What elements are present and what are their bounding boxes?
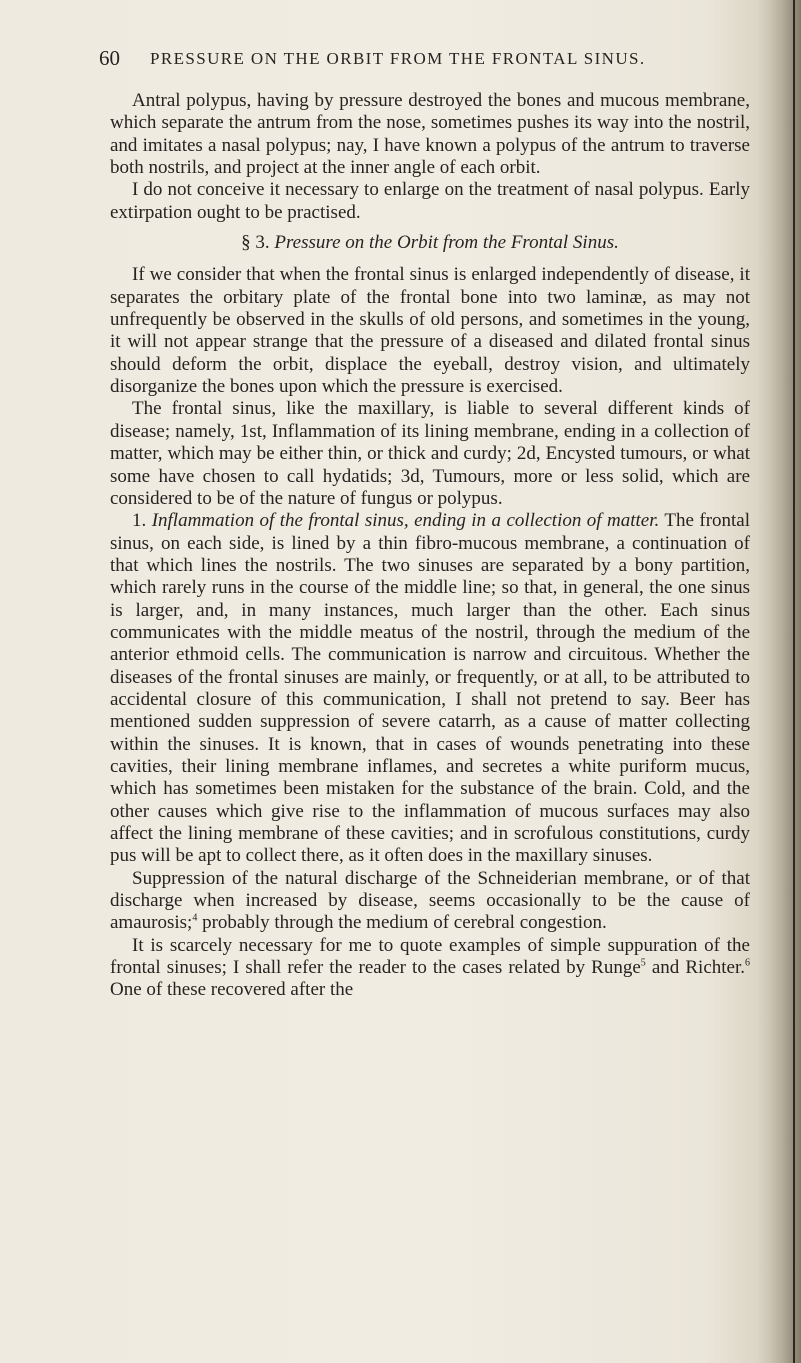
- section-title: Pressure on the Orbit from the Frontal Sinus.: [274, 232, 619, 254]
- page-number: 60: [99, 46, 120, 70]
- paragraph: [110, 935, 750, 1002]
- paragraph-text: It is scarcely necessary for me to quote examples of simple suppuration of the frontal sinuses; I shall refer the reader to the cases related by Runge: [110, 934, 750, 979]
- numbered-paragraph: [110, 510, 750, 868]
- paragraph: Antral polypus, having by pressure destroyed the bones and mucous membrane, which separate the antrum from the nose, sometimes pushes its way into the nostril, and imitates a nasal polypus; nay, I have known a polypus of the antrum to traverse both nostrils, and project at the inner angle of each orbit.: [110, 90, 750, 179]
- page-edge-line: [793, 0, 795, 1363]
- paragraph-text: and Richter.: [645, 957, 746, 979]
- item-text: The frontal sinus, on each side, is lined by a thin fibro-mucous membrane, a continuation of that which lines the nostrils. The two sinuses are separated by a bony partition, which rarely runs in the course of the middle line; so that, in general, the one sinus is larger, and, in many instances, much larger than the other. Each sinus communicates with the middle meatus of the nostril, through the medium of the anterior ethmoid cells. The communication is narrow and circuitous. Whether the diseases of the frontal sinuses are mainly, or frequently, or at all, to be attributed to accidental closure of this communication, I shall not pretend to say. Beer has mentioned sudden suppression of severe catarrh, as a cause of matter collecting within the sinuses. It is known, that in cases of wounds penetrating into these cavities, their lining membrane inflames, and secretes a white puriform mucus, which has sometimes been mistaken for the substance of the brain. Cold, and the other causes which give rise to the inflammation of mucous surfaces may also affect the lining membrane of these cavities; and in scrofulous constitutions, curdy pus will be apt to collect there, as it often does in the maxillary sinuses.: [110, 510, 751, 867]
- section-heading: [110, 232, 750, 254]
- paragraph-text: Suppression of the natural discharge of the Schneiderian membrane, or of that discharge when increased by disease, seems occasionally to be the cause of amaurosis;: [110, 867, 750, 934]
- item-number: 1.: [132, 510, 147, 532]
- paragraph-text: probably through the medium of cerebral congestion.: [197, 912, 607, 934]
- paragraph: I do not conceive it necessary to enlarge on the treatment of nasal polypus. Early extirpation ought to be practised.: [110, 179, 750, 223]
- body-text: [110, 90, 750, 1002]
- running-head: PRESSURE ON THE ORBIT FROM THE FRONTAL SINUS.: [150, 49, 646, 68]
- footnote-marker: 5: [640, 957, 646, 969]
- page-header: [99, 46, 739, 74]
- section-number: § 3.: [241, 232, 270, 254]
- paragraph: The frontal sinus, like the maxillary, is liable to several different kinds of disease; namely, 1st, Inflammation of its lining membrane, ending in a collection of matter, which may be either thin, or thick and curdy; 2d, Encysted tumours, or what some have chosen to call hydatids; 3d, Tumours, more or less solid, which are considered to be of the nature of fungus or polypus.: [110, 398, 750, 509]
- paragraph-text: One of these recovered after the: [110, 979, 354, 1001]
- footnote-marker: 6: [745, 957, 751, 969]
- item-title: Inflammation of the frontal sinus, ending in a collection of matter.: [151, 510, 660, 532]
- footnote-marker: 4: [192, 913, 198, 925]
- paragraph: If we consider that when the frontal sinus is enlarged independently of disease, it separates the orbitary plate of the frontal bone into two laminæ, as may not unfrequently be observed in the skulls of old persons, and sometimes in the young, it will not appear strange that the pressure of a diseased and dilated frontal sinus should deform the orbit, displace the eyeball, destroy vision, and ultimately disorganize the bones upon which the pressure is exercised.: [110, 264, 750, 398]
- paragraph: [110, 868, 750, 935]
